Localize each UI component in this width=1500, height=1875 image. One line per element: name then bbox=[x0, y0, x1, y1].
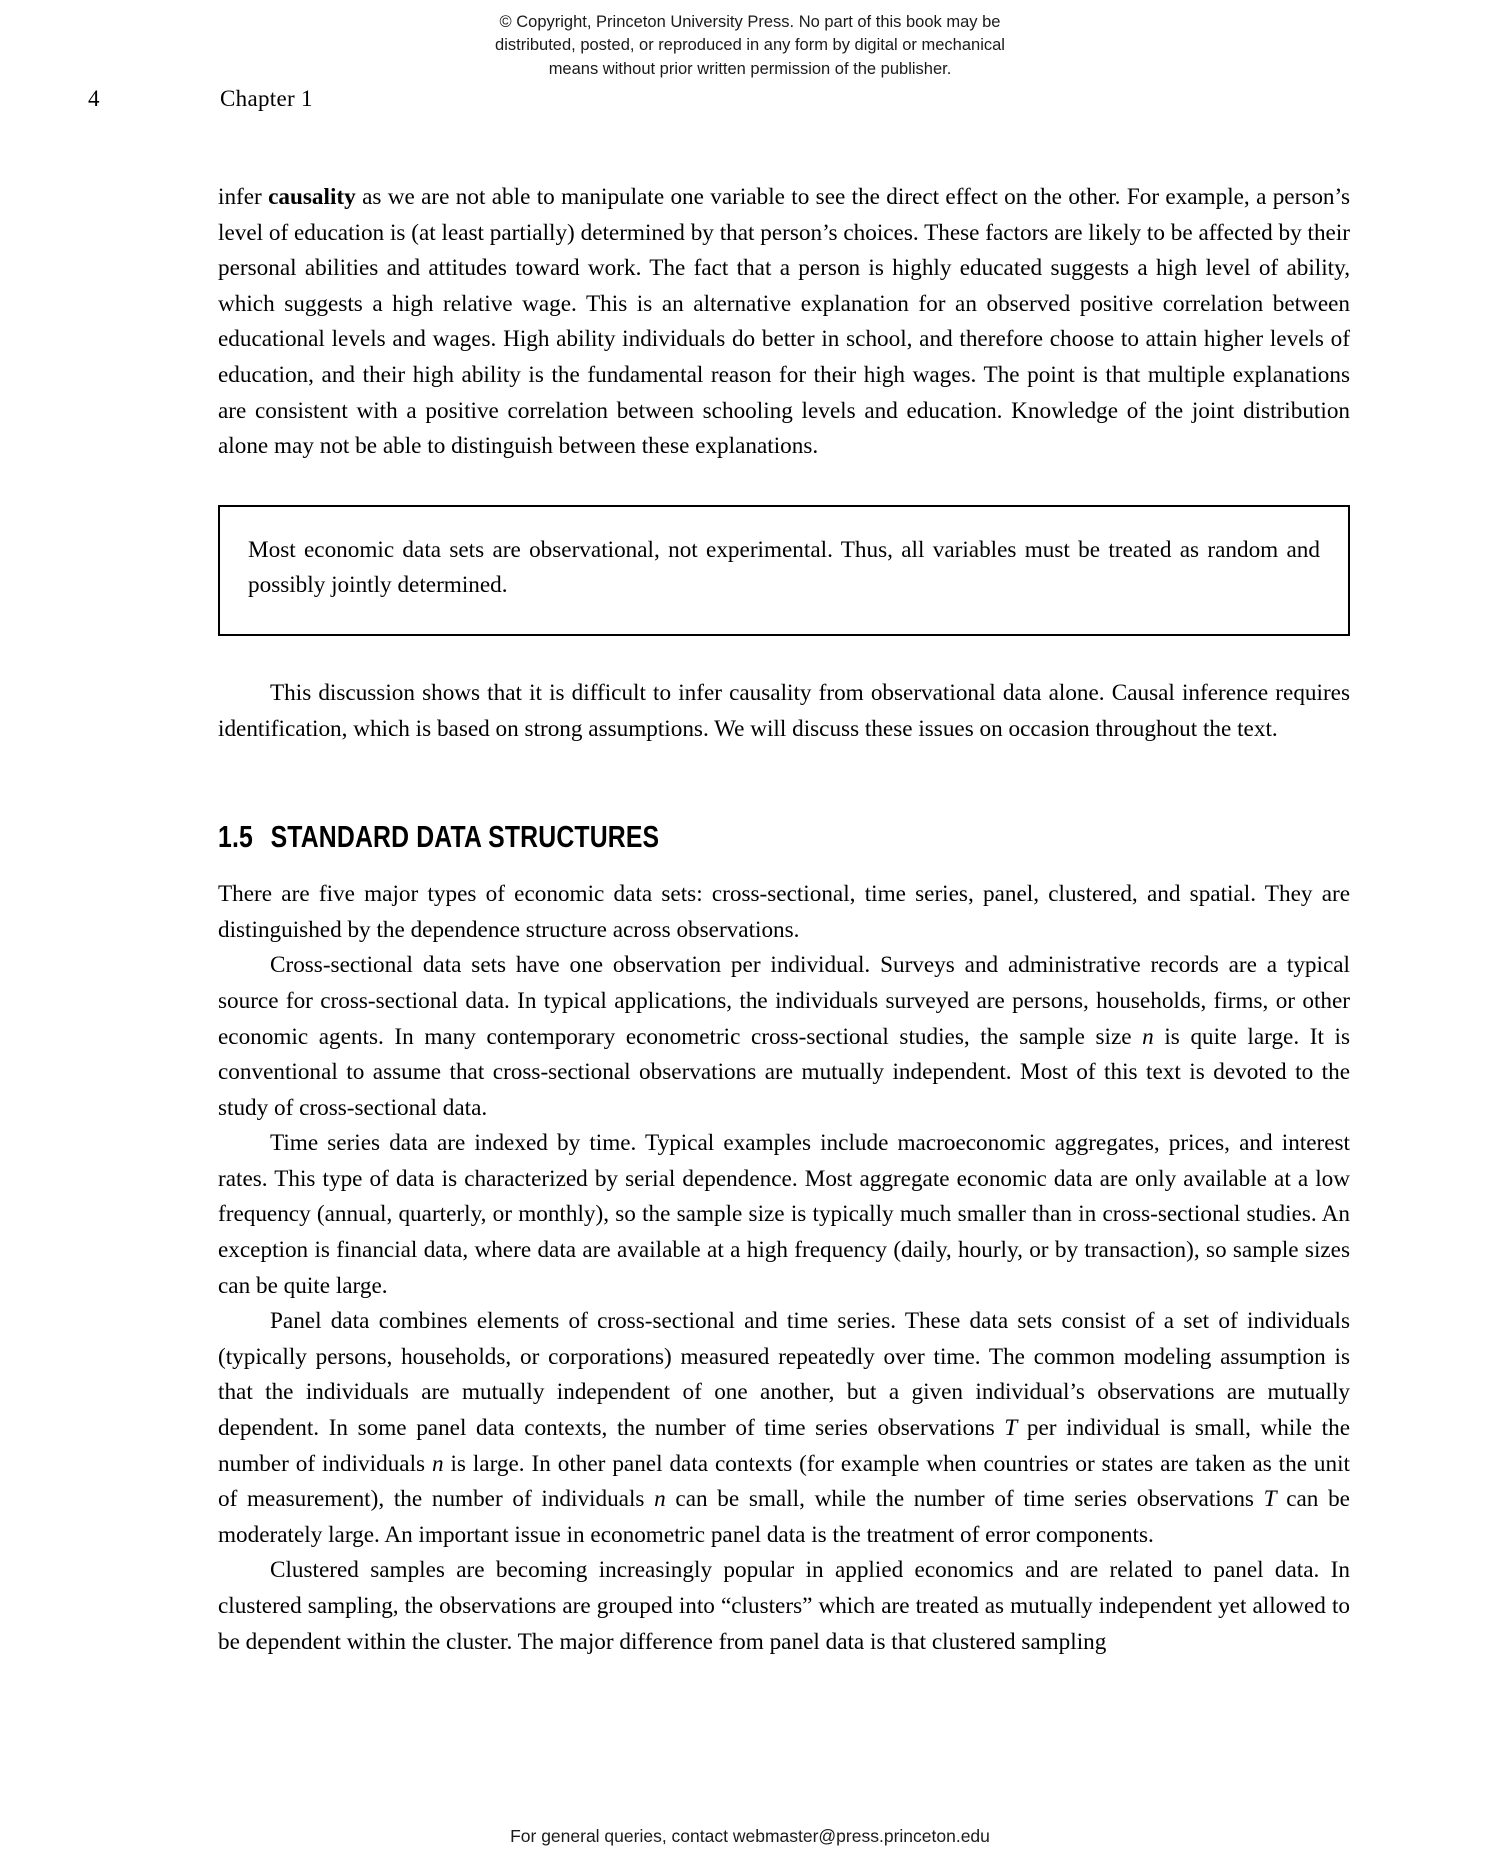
paragraph-causality bbox=[218, 180, 1350, 465]
para6-part-e: can be moderately large. An important issue in econometric panel data is the treatment of error components. bbox=[218, 1486, 1350, 1548]
copyright-line-2: distributed, posted, or reproduced in any form by digital or mechanical bbox=[495, 36, 1005, 55]
paragraph-causal-inference: This discussion shows that it is difficult to infer causality from observational data alone. Causal inference requires identification, which is based on strong assumptions. We will discuss these issues on occasion throughout the text. bbox=[218, 679, 1350, 742]
text-column bbox=[218, 180, 1350, 1660]
term-causality: causality bbox=[268, 184, 356, 210]
paragraph-cross-sectional bbox=[218, 948, 1350, 1126]
variable-n: n bbox=[1142, 1023, 1154, 1050]
copyright-line-1: © Copyright, Princeton University Press. No part of this book may be bbox=[499, 13, 1001, 31]
paragraph-time-series: Time series data are indexed by time. Typical examples include macroeconomic aggregates, prices, and interest rates. This type of data is characterized by serial dependence. Most aggregate economic data are only available at a low frequency (annual, quarterly, or monthly), so the sample size is typically much smaller than in cross-sectional studies. An exception is financial data, where data are available at a high frequency (daily, hourly, or by transaction), so sample sizes can be quite large. bbox=[218, 1130, 1350, 1299]
para4-part-a: Cross-sectional data sets have one observation per individual. Surveys and administrative records are a typical source for cross-sectional data. In typical applications, the individuals surveyed are persons, households, firms, or other economic agents. In many contemporary econometric cross-sectional studies, the sample size bbox=[218, 952, 1350, 1050]
variable-n-2: n bbox=[654, 1486, 666, 1513]
copyright-notice bbox=[420, 11, 1080, 81]
para6-part-a: Panel data combines elements of cross-sectional and time series. These data sets consist of a set of individuals (typically persons, households, or corporations) measured repeatedly over time. The common modeling assumption is that the individuals are mutually independent of one another, but a given individual’s observations are mutually dependent. In some panel data contexts, the number of time series observations bbox=[218, 1308, 1350, 1442]
para6-part-c: is large. In other panel data contexts (for example when countries or states are taken as the unit of measurement), the number of individuals bbox=[218, 1450, 1350, 1513]
para1-rest: as we are not able to manipulate one variable to see the direct effect on the other. For example, a person’s level of education is (at least partially) determined by that person’s choices. These factors are likely to be affected by their personal abilities and attitudes toward work. The fact that a person is highly educated suggests a high level of ability, which suggests a high relative wage. This is an alternative explanation for an observed positive correlation between educational levels and wages. High ability individuals do better in school, and therefore choose to attain higher levels of education, and their high ability is the fundamental reason for their high wages. The point is that multiple explanations are consistent with a positive correlation between schooling levels and education. Knowledge of the joint distribution alone may not be able to distinguish between these explanations. bbox=[218, 184, 1350, 460]
paragraph-clustered-samples: Clustered samples are becoming increasingly popular in applied economics and are related to panel data. In clustered sampling, the observations are grouped into “clusters” which are treated as mutually independent yet allowed to be dependent within the cluster. The major difference from panel data is that clustered sampling bbox=[218, 1557, 1350, 1655]
section-title: STANDARD DATA STRUCTURES bbox=[270, 819, 660, 855]
para4-part-b: is quite large. It is conventional to assume that cross-sectional observations are mutually independent. Most of this text is devoted to the study of cross-sectional data. bbox=[218, 1023, 1350, 1121]
para6-part-b: per individual is small, while the number of individuals bbox=[218, 1415, 1350, 1477]
callout-box bbox=[218, 505, 1350, 636]
para6-part-d: can be small, while the number of time series observations bbox=[665, 1486, 1264, 1513]
section-heading bbox=[218, 819, 1124, 855]
para1-lead-in: infer bbox=[218, 184, 269, 210]
variable-n-1: n bbox=[431, 1450, 444, 1477]
page-number: 4 bbox=[88, 86, 100, 111]
variable-T-2: T bbox=[1263, 1486, 1277, 1513]
variable-T-1: T bbox=[1004, 1415, 1018, 1442]
footer-queries: For general queries, contact webmaster@press.princeton.edu bbox=[510, 1826, 990, 1846]
section-number: 1.5 bbox=[218, 819, 253, 855]
chapter-label: Chapter 1 bbox=[220, 86, 313, 111]
callout-text: Most economic data sets are observational, not experimental. Thus, all variables must be treated as random and possibly jointly determined. bbox=[248, 536, 1320, 599]
paragraph-data-types: There are five major types of economic data sets: cross-sectional, time series, panel, clustered, and spatial. They are distinguished by the dependence structure across observations. bbox=[218, 881, 1350, 943]
paragraph-panel-data bbox=[218, 1304, 1350, 1553]
copyright-line-3: means without prior written permission of the publisher. bbox=[548, 59, 952, 78]
